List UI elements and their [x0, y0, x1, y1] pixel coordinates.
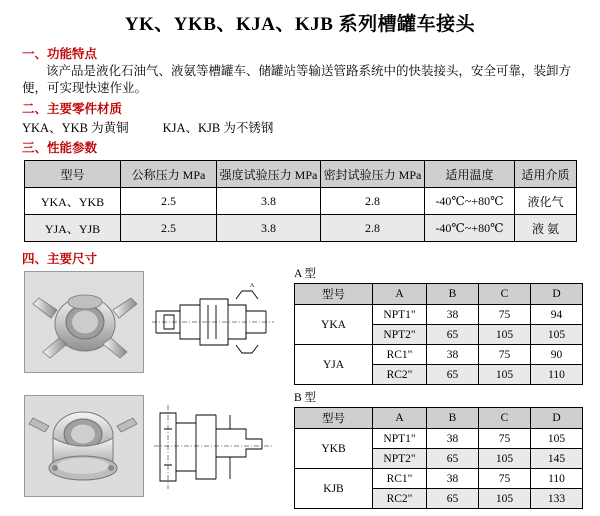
- dimB-g1-r1-c1: 65: [427, 489, 479, 509]
- perf-col-2: 强度试验压力 MPa: [217, 161, 321, 188]
- section-heading-dimensions: 四、主要尺寸: [22, 252, 98, 266]
- dimB-g0-r1-c3: 145: [531, 449, 583, 469]
- dimB-g1-r0-c2: 75: [479, 469, 531, 489]
- table-header-row: [295, 284, 583, 305]
- dimA-g0-r0-c1: 38: [427, 305, 479, 325]
- dimA-col-2: B: [427, 284, 479, 305]
- section-heading-features: 一、功能特点: [22, 47, 98, 61]
- dimA-g1-r0-c3: 90: [531, 345, 583, 365]
- perf-r1-c4: -40℃~+80℃: [425, 215, 515, 242]
- dimension-row-b: [24, 392, 600, 515]
- dimA-g1-r0-c2: 75: [479, 345, 531, 365]
- dimB-model-1: KJB: [295, 469, 373, 509]
- dimB-g1-r0-c1: 38: [427, 469, 479, 489]
- perf-r0-c1: 2.5: [121, 188, 217, 215]
- table-row: [295, 305, 583, 325]
- dimA-col-3: C: [479, 284, 531, 305]
- dimA-g1-r0-c0: RC1": [373, 345, 427, 365]
- performance-table: [24, 160, 577, 242]
- table-header-row: [295, 408, 583, 429]
- dimA-g0-r0-c2: 75: [479, 305, 531, 325]
- perf-r0-c2: 3.8: [217, 188, 321, 215]
- materials-line: [22, 118, 600, 136]
- page-title: YK、YKB、KJA、KJB 系列槽罐车接头: [124, 14, 476, 35]
- dimA-g0-r1-c1: 65: [427, 325, 479, 345]
- dimA-g0-r1-c0: NPT2": [373, 325, 427, 345]
- table-row: [25, 215, 577, 242]
- dimA-g0-r1-c3: 105: [531, 325, 583, 345]
- drawing-b-graphic: [150, 395, 276, 495]
- dimension-table-b-label: B 型: [294, 392, 317, 404]
- perf-r1-c0: YJA、YJB: [25, 215, 121, 242]
- perf-r1-c5: 液 氨: [515, 215, 577, 242]
- dimension-table-b-wrap: [294, 389, 583, 509]
- dimA-g1-r1-c1: 65: [427, 365, 479, 385]
- perf-r1-c3: 2.8: [321, 215, 425, 242]
- dimB-g0-r1-c2: 105: [479, 449, 531, 469]
- dimB-g1-r0-c3: 110: [531, 469, 583, 489]
- section-heading-performance: 三、性能参数: [22, 141, 98, 155]
- dimB-g1-r1-c0: RC2": [373, 489, 427, 509]
- dimA-g1-r1-c0: RC2": [373, 365, 427, 385]
- dimA-col-1: A: [373, 284, 427, 305]
- table-header-row: [25, 161, 577, 188]
- dimension-table-a-label: A 型: [294, 268, 317, 280]
- dimA-col-4: D: [531, 284, 583, 305]
- dimB-col-2: B: [427, 408, 479, 429]
- dimB-col-1: A: [373, 408, 427, 429]
- perf-col-4: 适用温度: [425, 161, 515, 188]
- dimA-g1-r1-c2: 105: [479, 365, 531, 385]
- dimA-g0-r0-c0: NPT1": [373, 305, 427, 325]
- photo-a-graphic: [25, 272, 143, 372]
- dimA-g1-r1-c3: 110: [531, 365, 583, 385]
- materials-left-text: YKA、YKB 为黄铜: [22, 121, 129, 135]
- dimB-g0-r0-c2: 75: [479, 429, 531, 449]
- table-row: [295, 429, 583, 449]
- dimB-col-3: C: [479, 408, 531, 429]
- product-photo-b: [24, 395, 144, 497]
- technical-drawing-b: [150, 395, 276, 495]
- features-paragraph: 该产品是液化石油气、液氨等槽罐车、储罐站等输送管路系统中的快装接头，安全可靠，装卸方便，可实现快速作业。: [22, 64, 572, 95]
- dimB-g1-r1-c3: 133: [531, 489, 583, 509]
- dimA-g0-r0-c3: 94: [531, 305, 583, 325]
- table-row: [25, 188, 577, 215]
- dimB-col-4: D: [531, 408, 583, 429]
- dimension-row-a: [24, 268, 600, 391]
- dimB-g0-r1-c0: NPT2": [373, 449, 427, 469]
- dimA-model-1: YJA: [295, 345, 373, 385]
- perf-r0-c5: 液化气: [515, 188, 577, 215]
- perf-r0-c0: YKA、YKB: [25, 188, 121, 215]
- dimB-g0-r1-c1: 65: [427, 449, 479, 469]
- dimB-model-0: YKB: [295, 429, 373, 469]
- dimB-g0-r0-c0: NPT1": [373, 429, 427, 449]
- dimB-g0-r0-c3: 105: [531, 429, 583, 449]
- photo-b-graphic: [25, 396, 143, 496]
- dimA-col-0: 型号: [295, 284, 373, 305]
- materials-right-text: KJA、KJB 为不锈钢: [162, 121, 274, 135]
- dimA-g1-r0-c1: 38: [427, 345, 479, 365]
- perf-col-1: 公称压力 MPa: [121, 161, 217, 188]
- perf-col-3: 密封试验压力 MPa: [321, 161, 425, 188]
- technical-drawing-a: [150, 271, 276, 371]
- dimension-table-a: [294, 283, 583, 385]
- perf-col-0: 型号: [25, 161, 121, 188]
- svg-text:A: A: [250, 283, 255, 289]
- section-heading-materials: 二、主要零件材质: [22, 102, 123, 116]
- perf-r1-c2: 3.8: [217, 215, 321, 242]
- dimA-model-0: YKA: [295, 305, 373, 345]
- perf-r0-c4: -40℃~+80℃: [425, 188, 515, 215]
- perf-r1-c1: 2.5: [121, 215, 217, 242]
- dimension-table-a-wrap: [294, 265, 583, 385]
- dimensions-area: [0, 268, 600, 515]
- perf-col-5: 适用介质: [515, 161, 577, 188]
- dimA-g0-r1-c2: 105: [479, 325, 531, 345]
- table-row: [295, 469, 583, 489]
- perf-r0-c3: 2.8: [321, 188, 425, 215]
- dimB-g0-r0-c1: 38: [427, 429, 479, 449]
- product-photo-a: [24, 271, 144, 373]
- dimB-col-0: 型号: [295, 408, 373, 429]
- table-row: [295, 345, 583, 365]
- dimension-table-b: [294, 407, 583, 509]
- dimB-g1-r0-c0: RC1": [373, 469, 427, 489]
- drawing-a-graphic: [150, 271, 276, 371]
- dimB-g1-r1-c2: 105: [479, 489, 531, 509]
